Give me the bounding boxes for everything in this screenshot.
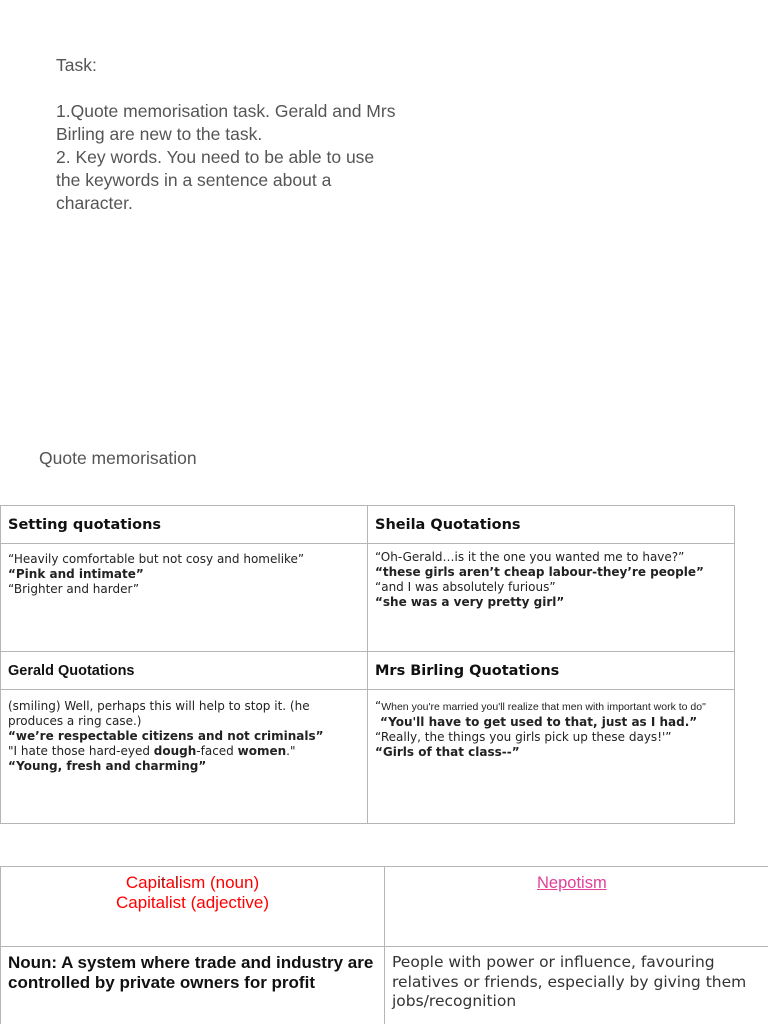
quote-table [0,505,735,824]
mrs-birling-quote-2: “You'll have to get used to that, just as I had.” [380,715,698,729]
nepotism-definition: People with power or influence, favouring relatives or friends, especially by giving them jobs/recognition [385,947,768,1024]
capitalism-title [1,873,384,893]
task-line-1: 1.Quote memorisation task. Gerald and Mrs Birling are new to the task. [56,101,396,144]
sheila-quote-3: “and I was absolutely furious” [375,580,556,594]
sheila-quotations-cell [368,544,735,652]
capitalism-part-1: Cap [125,873,158,892]
gerald-quote-4: “Young, fresh and charming” [8,759,207,773]
mrs-birling-quotations-header: Mrs Birling Quotations [368,652,735,690]
gerald-quote-3-dough: dough [153,744,197,758]
setting-quote-2: “Pink and intimate” [8,567,144,581]
task-heading: Task: [56,55,97,75]
mrs-birling-quotations-cell [368,690,735,824]
gerald-quote-2: “we’re respectable citizens and not criminals” [8,729,324,743]
mrs-birling-quote-1 [375,699,727,715]
mrs-birling-quote-4: “Girls of that class--” [375,745,520,759]
task-block [56,54,396,215]
gerald-quote-3-women: women [237,744,287,758]
gerald-quote-1: (smiling) Well, perhaps this will help to stop it. (he produces a ring case.) [8,699,310,728]
setting-quote-1: “Heavily comfortable but not cosy and homelike” [8,552,305,566]
gerald-quote-3 [8,744,360,759]
setting-quotations-header: Setting quotations [1,506,368,544]
quote-memorisation-heading: Quote memorisation [39,448,197,468]
sheila-quote-2: “these girls aren’t cheap labour-they’re people” [375,565,704,579]
nepotism-title: Nepotism [537,874,607,892]
nepotism-title-cell [385,867,768,947]
capitalist-title: Capitalist (adjective) [115,893,270,912]
sheila-quote-4: “she was a very pretty girl” [375,595,565,609]
keywords-table [0,866,768,1024]
mrs-birling-quote-1-open: “ [375,699,382,713]
mrs-birling-quote-1-text: When you're married you'll realize that men with important work to do" [381,701,706,713]
setting-quotations-cell [1,544,368,652]
capitalism-part-2: it [157,873,166,892]
capitalism-title-cell [1,867,385,947]
gerald-quotations-header: Gerald Quotations [1,652,368,690]
task-line-2: 2. Key words. You need to be able to use the keywords in a sentence about a character. [56,147,375,213]
sheila-quotations-header: Sheila Quotations [368,506,735,544]
capitalism-part-3: a [165,873,176,892]
spacer [56,77,396,100]
sheila-quote-1: “Oh-Gerald…is it the one you wanted me to have?” [375,550,685,564]
capitalism-part-4: l [175,873,179,892]
gerald-quote-3-part-a: "I hate those hard-eyed [8,744,154,758]
capitalism-part-6: m (noun) [191,873,260,892]
setting-quote-3: “Brighter and harder” [8,582,140,596]
mrs-birling-quote-3: “Really, the things you girls pick up these days!'” [375,730,672,744]
gerald-quote-3-faced: -faced [196,744,238,758]
gerald-quotations-cell [1,690,368,824]
capitalism-part-5: is [178,873,192,892]
capitalism-definition: Noun: A system where trade and industry are controlled by private owners for profit [1,947,385,1024]
gerald-quote-3-end: ." [286,744,296,758]
